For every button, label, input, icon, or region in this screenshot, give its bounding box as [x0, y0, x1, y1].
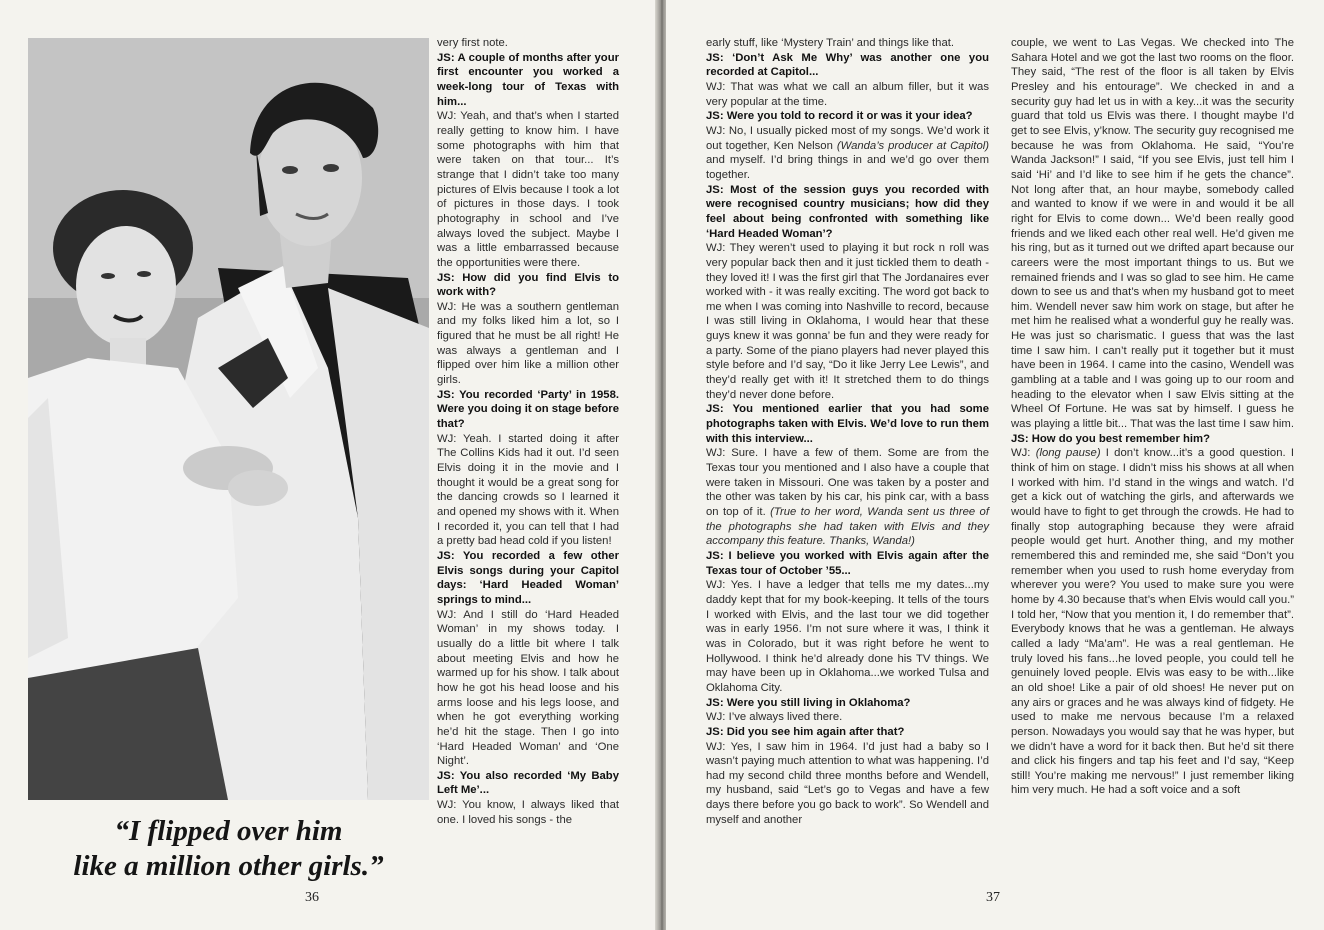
- interview-answer: [706, 446, 989, 549]
- pull-quote-line-2: like a million other girls.”: [73, 850, 384, 882]
- interview-answer: [437, 798, 619, 827]
- interview-question: [437, 769, 619, 798]
- pull-quote-line-1: “I flipped over him: [114, 815, 343, 847]
- paragraph-text: JS: You recorded ‘Party’ in 1958. Were you doing it on stage before that?: [437, 388, 619, 431]
- interview-answer: [437, 608, 619, 769]
- paragraph-text: WJ: Yes, I saw him in 1964. I’d just had a baby so I wasn’t paying much attention to what was happening. I’d had my second child three months before and Wendell, my husband, said “Let’s go to Vegas and have a few days there before you go back to work”. So Wendell and myself and another: [706, 740, 989, 826]
- interview-question: [706, 51, 989, 80]
- paragraph-text: WJ: Yes. I have a ledger that tells me my dates...my daddy kept that for my book-keeping. It tells of the tours I worked with Elvis, and the last tour we did together was in early 1956. I’m not sure where it was, I think it was in Colorado, but it was right before he went to Hollywood. I think he’d already done his TV things. We may have been up in Oklahoma...we worked Tulsa and Oklahoma City.: [706, 579, 989, 694]
- paragraph-text-continued: I don’t know...it’s a good question. I think of him on stage. I didn’t miss his shows at all when I worked with him. I’d stand in the wings and watch. I’d get a kick out of watching the girls, and afterwards we would have to fight to get through the crowds. He had to finally stop autographing because they were afraid people would get hurt. Another thing, and my mother remembered this and reminded me, she said “Don’t you remember when you used to rush home everyday from wherever you were? You used to make sure you were home by 4.30 because that’s when Elvis would call you.” I told her, “Now that you mention it, I do remember that”. Everybody knows that he was a gentleman. He always called a lady “Ma’am”. He was a real gentleman. He truly loved his fans...he loved people, you could tell he genuinely loved people. Elvis was easy to be with...like an old shoe! Like a pair of old shoes! He never put on any airs or graces and he was always kind of fidgety. He used to make me nervous because I’m a relaxed person. Nowadays you would say that he was hyper, but we didn’t have a word for it back then. But he’d sit there and click his fingers and tap his feet and I’d say, “Keep still! You’re making me nervous!” I just remember liking him very much. He had a soft voice and a soft: [1011, 447, 1294, 797]
- paragraph-text: JS: You also recorded ‘My Baby Left Me’...: [437, 769, 619, 797]
- paragraph-text: WJ: I’ve always lived there.: [706, 711, 843, 724]
- interview-question: [437, 549, 619, 608]
- interview-question: [706, 696, 989, 711]
- interview-answer: [437, 432, 619, 549]
- left-page-text-column: [437, 36, 619, 827]
- page-number: 36: [305, 890, 319, 905]
- interview-question: [437, 51, 619, 110]
- editorial-aside: (Wanda’s producer at Capitol): [836, 139, 990, 152]
- paragraph-text: JS: Were you still living in Oklahoma?: [706, 696, 911, 709]
- interview-answer: [706, 710, 989, 725]
- paragraph-text: couple, we went to Las Vegas. We checked into The Sahara Hotel and we got the last two rooms on the floor. They said, “The rest of the floor is all taken by Elvis Presley and his entourage”. We checked in and a security guy had let us in with a key...it was the security guard that told us Elvis was there. I thought maybe I’d get to see Elvis, y’know. The security guy recognised me because he was from Oklahoma. He said, “You’re Wanda Jackson!” I said, “If you see Elvis, just tell him I said ‘Hi’ and I’d like to see him if he gets the chance”. Not long after that, an hour maybe, somebody called and wanted to know if we were in and would it be all right for Elvis to come down... We’d been really good friends and we liked each other real well. He’d given me his ring, but as it turned out we drifted apart because our careers were the most important things to us. But we remained friends and I was so glad to see him. He came down to see us and that’s when my husband got to meet him. Wendell never saw him work on stage, but after he met him he realised what a wonderful guy he really was. He was just so charismatic. I guess that was the last time I saw him. I can’t really put it together but it must have been in 1964. I came into the casino, Wendell was gambling at a table and I was going up to our room and heading to the elevator when I saw Elvis sitting at the Wheel Of Fortune. He was sat by himself. I guess he was playing a little bit... That was the last time I saw him.: [1011, 37, 1294, 431]
- interview-answer: [706, 241, 989, 402]
- paragraph-text: JS: How did you find Elvis to work with?: [437, 271, 619, 299]
- interview-question: [706, 109, 989, 124]
- paragraph-text-continued: and myself. I’d bring things in and we’d go over them together.: [706, 154, 989, 181]
- page-number: 37: [986, 890, 1000, 905]
- paragraph-text: WJ: They weren’t used to playing it but rock n roll was very popular back then and it just tickled them to death - they loved it! I was the first girl that The Jordanaires ever worked with - it was really exciting. The word got back to me when I was coming into Nashville to record, because I was still living in Oklahoma, I would hear that these guys knew it was gonna’ be fun and they were ready for a party. Some of the piano players had never played this style before and I’d say, “Do it like Jerry Lee Lewis”, and they’d really get with it! It stretched them to do things they’d never done before.: [706, 242, 989, 401]
- paragraph-text: JS: A couple of months after your first encounter you worked a week-long tour of Texas with him...: [437, 51, 619, 108]
- pull-quote: [28, 814, 429, 884]
- right-page: [666, 0, 1324, 930]
- interview-answer: [706, 578, 989, 695]
- left-page: [0, 0, 658, 930]
- interview-question: [437, 271, 619, 300]
- right-page-text-column-2: [1011, 36, 1294, 798]
- paragraph-text: JS: ‘Don’t Ask Me Why’ was another one you recorded at Capitol...: [706, 51, 989, 79]
- paragraph-text: WJ:: [1011, 447, 1036, 460]
- paragraph-text: WJ: You know, I always liked that one. I loved his songs - the: [437, 799, 619, 826]
- editorial-aside: (True to her word, Wanda sent us three of the photographs she had taken with Elvis and they accompany this feature. Thanks, Wanda!): [706, 506, 989, 548]
- paragraph-text: WJ: That was what we call an album filler, but it was very popular at the time.: [706, 80, 989, 108]
- interview-question: [1011, 432, 1294, 447]
- paragraph-text: JS: Did you see him again after that?: [706, 725, 905, 738]
- paragraph-text: very first note.: [437, 37, 508, 49]
- interview-question: [706, 402, 989, 446]
- interview-answer: [1011, 446, 1294, 798]
- paragraph-text: JS: You recorded a few other Elvis songs during your Capitol days: ‘Hard Headed Woman’ springs to mind...: [437, 549, 619, 606]
- interview-question: [706, 725, 989, 740]
- interview-answer: [706, 124, 989, 183]
- paragraph-text: JS: How do you best remember him?: [1011, 432, 1210, 445]
- interview-answer: [437, 109, 619, 270]
- paragraph-text: JS: Most of the session guys you recorded with were recognised country musicians; how did they feel about being confronted with something like ‘Hard Headed Woman’?: [706, 183, 989, 240]
- paragraph-text: JS: You mentioned earlier that you had some photographs taken with Elvis. We’d love to run them with this interview...: [706, 403, 989, 445]
- paragraph-text: JS: I believe you worked with Elvis again after the Texas tour of October ’55...: [706, 549, 989, 577]
- elvis-and-wanda-photo: [28, 38, 429, 800]
- interview-question: [437, 388, 619, 432]
- paragraph-text: WJ: Yeah. I started doing it after The Collins Kids had it out. I’d seen Elvis doing it in the movie and I thought it would be a great song for the dancing crowds so I learned it and opened my shows with it. When I recorded it, you can tell that I had a pretty bad head cold if you listen!: [437, 432, 619, 548]
- interview-answer: [1011, 36, 1294, 432]
- right-page-text-column-1: [706, 36, 989, 827]
- paragraph-text: WJ: Sure. I have a few of them. Some are from the Texas tour you mentioned and I also have a couple that were taken in Missouri. One was taken by a poster and the other was taken by his car, his pink car, with a bass on top of it.: [706, 447, 989, 518]
- interview-answer: [706, 80, 989, 109]
- paragraph-text: WJ: He was a southern gentleman and my folks liked him a lot, so I figured that he must be all right! He was always a gentleman and I flipped over him like a million other girls.: [437, 300, 619, 387]
- paragraph-text: JS: Were you told to record it or was it your idea?: [706, 110, 973, 123]
- editorial-aside: (long pause): [1035, 447, 1101, 460]
- paragraph-text: WJ: No, I usually picked most of my songs. We’d work it out together, Ken Nelson: [706, 124, 989, 152]
- paragraph-text: early stuff, like ‘Mystery Train’ and things like that.: [706, 37, 955, 49]
- interview-answer: [437, 300, 619, 388]
- paragraph-text: WJ: And I still do ‘Hard Headed Woman’ in my shows today. I usually do a little bit where I talk about meeting Elvis and how he warmed up for his show. I talk about how he got his head loose and his arms loose and his legs loose, and when he got everything working he’d hit the stage. Then I go into ‘Hard Headed Woman’ and ‘One Night’.: [437, 608, 619, 768]
- interview-answer: [437, 36, 619, 51]
- interview-question: [706, 183, 989, 242]
- interview-answer: [706, 740, 989, 828]
- interview-question: [706, 549, 989, 578]
- paragraph-text: WJ: Yeah, and that’s when I started really getting to know him. I have some photographs with him that were taken on that tour... It’s strange that I didn’t take too many pictures of Elvis because I took a lot of pictures in those days. I took photography in school and I’ve always loved the subject. Maybe I was a little embarrassed because the opportunities were there.: [437, 110, 619, 269]
- interview-answer: [706, 36, 989, 51]
